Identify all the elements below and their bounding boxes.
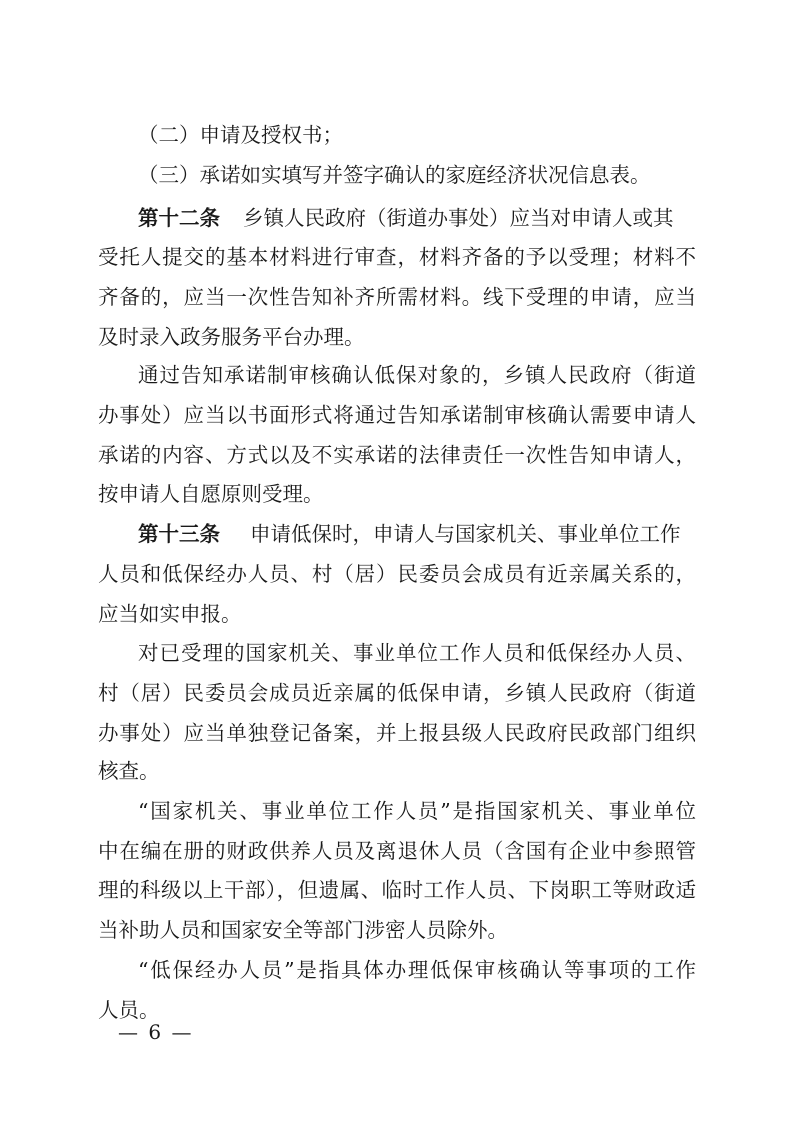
text-line xyxy=(0,355,794,395)
paragraph-line: 通过告知承诺制审核确认低保对象的，乡镇人民政府（街道 xyxy=(138,363,696,387)
text-line xyxy=(0,435,794,475)
page-number: — 6 — xyxy=(118,1020,194,1044)
text-line xyxy=(0,673,794,713)
article-13-text: 申请低保时，申请人与国家机关、事业单位工作 xyxy=(250,522,681,546)
paragraph-line: 中在编在册的财政供养人员及离退休人员（含国有企业中参照管 xyxy=(98,839,696,863)
list-item-3: （三）承诺如实填写并签字确认的家庭经济状况信息表。 xyxy=(138,163,651,187)
list-item-2: （二）申请及授权书； xyxy=(138,123,343,147)
text-line xyxy=(0,554,794,594)
text-line xyxy=(0,594,794,634)
article-12-text: 乡镇人民政府（街道办事处）应当对申请人或其 xyxy=(243,206,674,230)
paragraph-line: 办事处）应当以书面形式将通过告知承诺制审核确认需要申请人 xyxy=(98,403,696,427)
paragraph-line: 对已受理的国家机关、事业单位工作人员和低保经办人员、 xyxy=(138,641,696,665)
paragraph-line: 齐备的，应当一次性告知补齐所需材料。线下受理的申请，应当 xyxy=(98,285,696,309)
paragraph-line: 人员。 xyxy=(98,998,160,1022)
text-line xyxy=(0,831,794,871)
text-line xyxy=(0,474,794,514)
text-line xyxy=(0,791,794,831)
text-line xyxy=(0,910,794,950)
paragraph-line: 核查。 xyxy=(98,759,160,783)
paragraph-line: 理的科级以上干部），但遗属、临时工作人员、下岗职工等财政适 xyxy=(98,878,696,902)
text-line xyxy=(0,198,794,238)
paragraph-line: 当补助人员和国家安全等部门涉密人员除外。 xyxy=(98,918,508,942)
paragraph-line: 受托人提交的基本材料进行审查，材料齐备的予以受理；材料不 xyxy=(98,245,696,269)
paragraph-line: 人员和低保经办人员、村（居）民委员会成员有近亲属关系的， xyxy=(98,562,696,586)
text-line xyxy=(0,751,794,791)
text-line xyxy=(0,395,794,435)
paragraph-line: “国家机关、事业单位工作人员”是指国家机关、事业单位 xyxy=(138,799,696,823)
text-line xyxy=(0,870,794,910)
paragraph-line: “低保经办人员”是指具体办理低保审核确认等事项的工作 xyxy=(138,958,696,982)
text-line xyxy=(0,277,794,317)
text-line xyxy=(0,713,794,753)
text-line xyxy=(0,514,794,554)
paragraph-line: 及时录入政务服务平台办理。 xyxy=(98,325,365,349)
paragraph-line: 村（居）民委员会成员近亲属的低保申请，乡镇人民政府（街道 xyxy=(98,681,696,705)
article-12-heading: 第十二条 xyxy=(138,206,220,230)
text-line xyxy=(0,237,794,277)
article-13-heading: 第十三条 xyxy=(138,522,220,546)
text-line xyxy=(0,317,794,357)
text-line xyxy=(0,633,794,673)
text-line xyxy=(0,155,794,195)
text-line xyxy=(0,950,794,990)
paragraph-line: 按申请人自愿原则受理。 xyxy=(98,482,324,506)
text-line xyxy=(0,115,794,155)
paragraph-line: 承诺的内容、方式以及不实承诺的法律责任一次性告知申请人， xyxy=(98,443,696,467)
paragraph-line: 应当如实申报。 xyxy=(98,602,242,626)
paragraph-line: 办事处）应当单独登记备案，并上报县级人民政府民政部门组织 xyxy=(98,721,696,745)
